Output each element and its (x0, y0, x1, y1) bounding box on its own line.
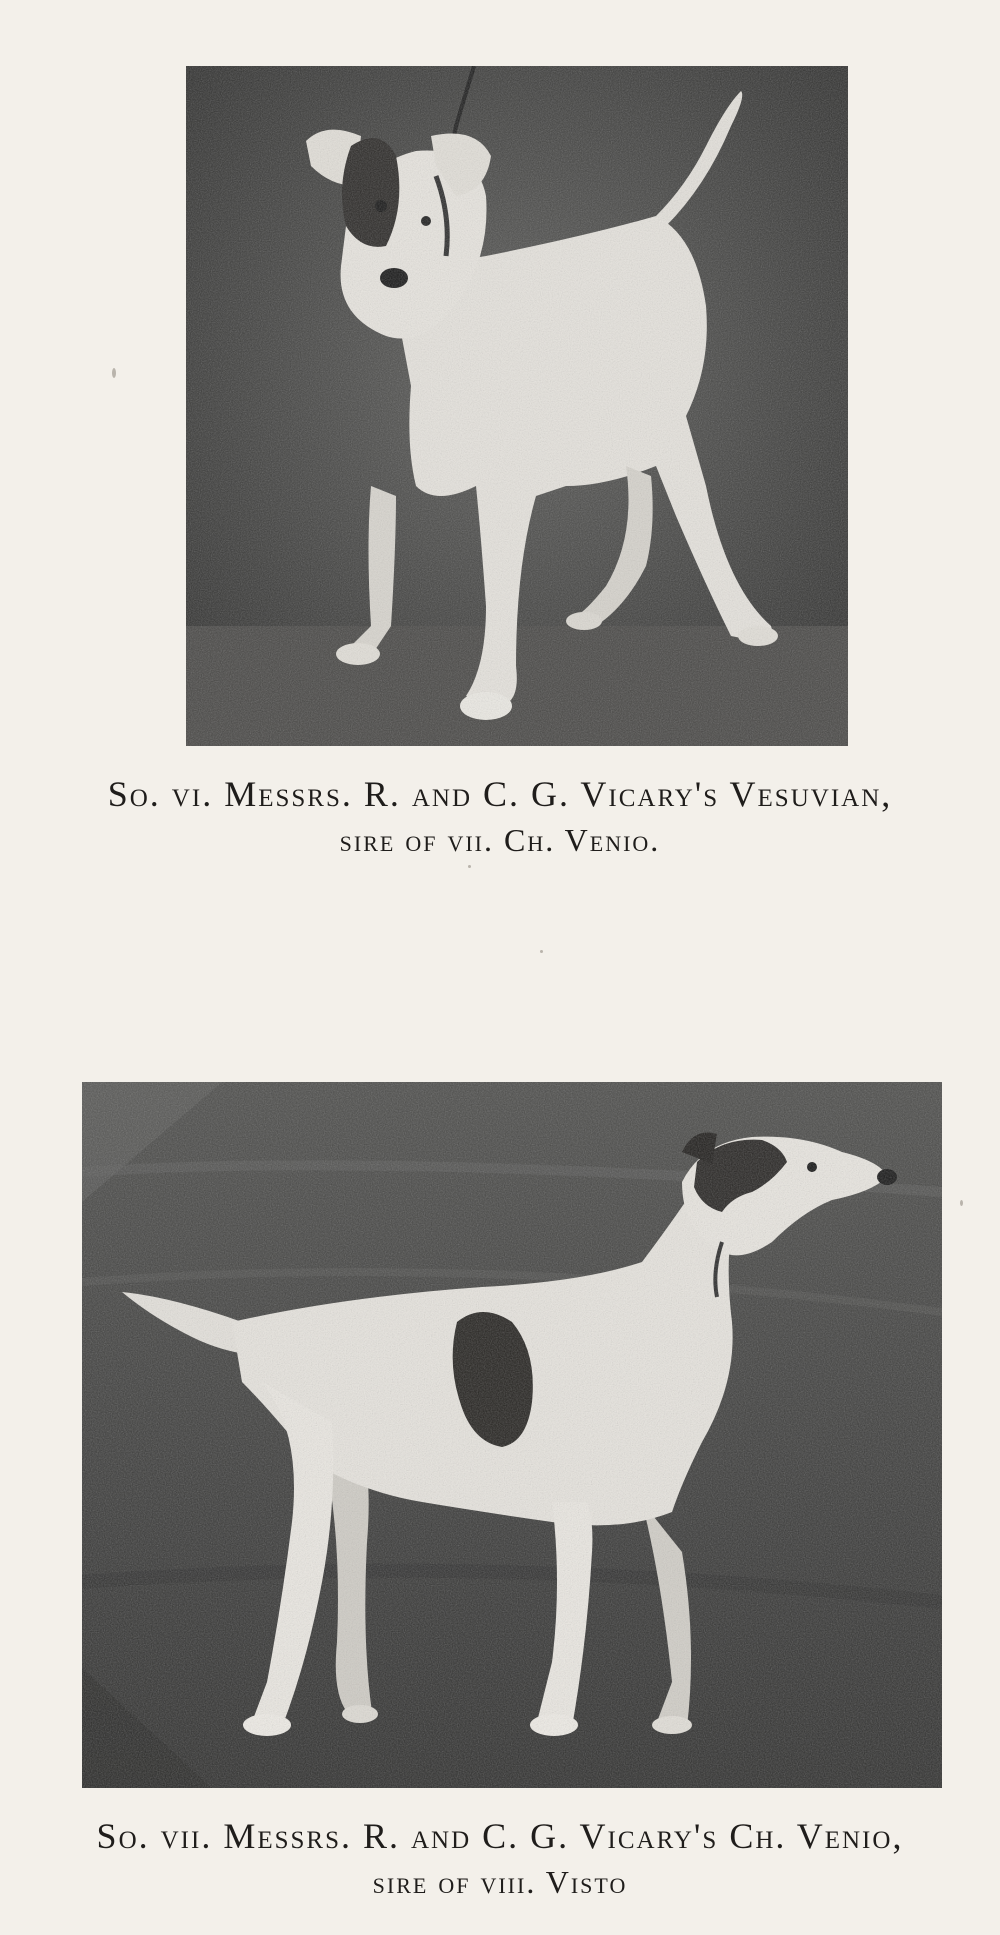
photo-plate-venio (82, 1082, 942, 1788)
paper-speck (540, 950, 543, 953)
paper-speck (112, 368, 116, 378)
plate-caption-2 (0, 1812, 1000, 1904)
caption-1-line-2: sire of vii. Ch. Venio. (339, 822, 661, 858)
paper-speck (960, 1200, 963, 1206)
caption-2-line-1: So. vii. Messrs. R. and C. G. Vicary's Ch. Venio, (96, 1816, 904, 1856)
plate-caption-1 (0, 770, 1000, 862)
dog-photo-venio (82, 1082, 942, 1788)
caption-2-line-2: sire of viii. Visto (372, 1864, 628, 1900)
caption-1-line-1: So. vi. Messrs. R. and C. G. Vicary's Vesuvian, (107, 774, 893, 814)
dog-photo-vesuvian (186, 66, 848, 746)
paper-speck (468, 865, 471, 868)
photo-plate-vesuvian (186, 66, 848, 746)
